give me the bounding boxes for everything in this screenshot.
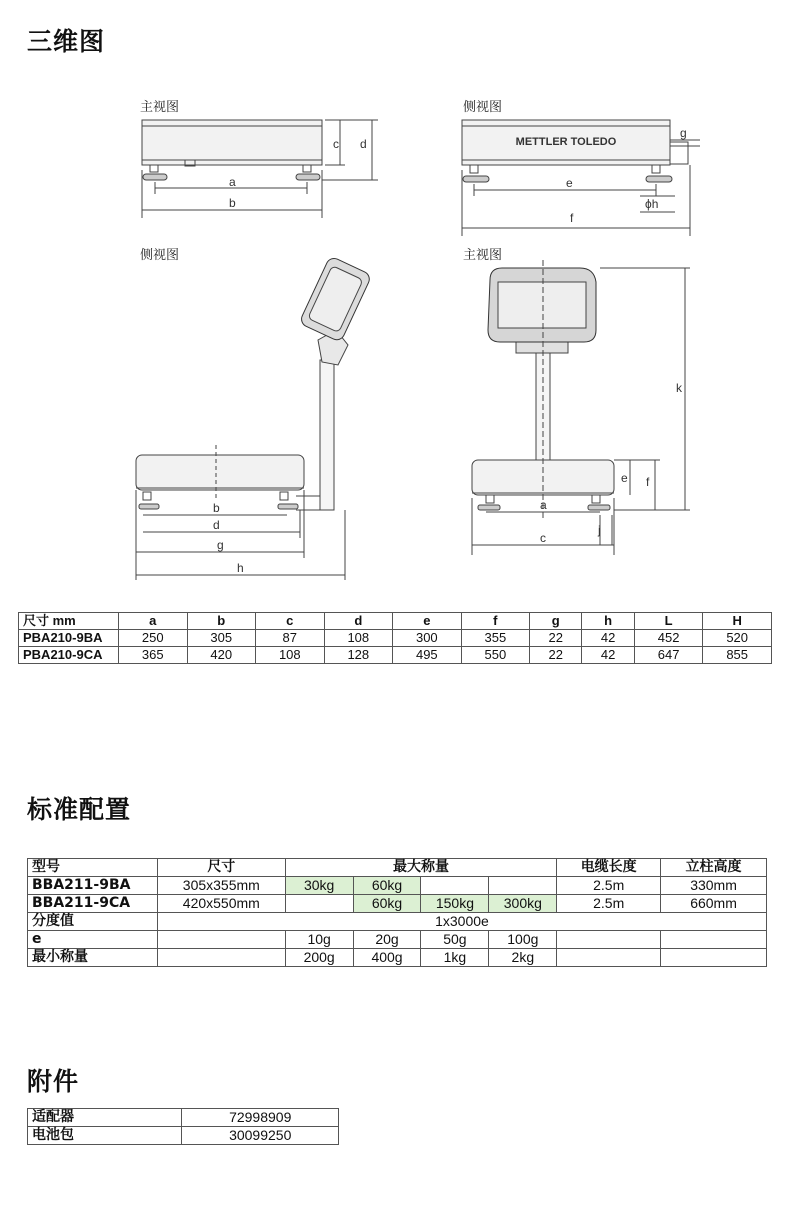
brand-label: METTLER TOLEDO <box>515 136 617 148</box>
e-value: 50g <box>421 931 489 949</box>
table-row <box>28 913 767 931</box>
dim-cell: 108 <box>256 647 325 664</box>
column-height: 330mm <box>661 877 767 895</box>
dim-label-a: a <box>229 175 236 189</box>
dim-cell: 250 <box>119 630 188 647</box>
table-row <box>28 1109 339 1127</box>
caption-side-view-top: 侧视图 <box>463 100 503 115</box>
config-table <box>27 858 767 967</box>
capacity-cell <box>489 877 557 895</box>
header-max-capacity: 最大称量 <box>285 859 557 877</box>
dim-cell: 108 <box>324 630 393 647</box>
model-name: BBA211-9BA <box>28 877 158 895</box>
dim-cell: 550 <box>461 647 530 664</box>
front-view-bottom-drawing <box>472 260 690 555</box>
dim-cell: 495 <box>393 647 462 664</box>
dim-cell: 520 <box>703 630 772 647</box>
dim-cell: 355 <box>461 630 530 647</box>
e-label: e <box>28 931 158 949</box>
header-cable-length: 电缆长度 <box>557 859 661 877</box>
dim-label-b: b <box>229 196 236 210</box>
column-height: 660mm <box>661 895 767 913</box>
section-title-3d: 三维图 <box>27 27 106 56</box>
division-value: 1x3000e <box>157 913 766 931</box>
e-value: 10g <box>285 931 353 949</box>
empty-cell <box>157 949 285 967</box>
dim-label-b-lower: b <box>213 501 220 515</box>
dim-cell: 22 <box>530 630 582 647</box>
capacity-cell: 300kg <box>489 895 557 913</box>
accessory-name: 电池包 <box>28 1127 182 1145</box>
dim-cell: 420 <box>187 647 256 664</box>
dim-label-c-lower: c <box>540 531 546 545</box>
caption-side-view-bottom: 侧视图 <box>140 248 180 263</box>
dim-label-e: e <box>566 176 573 190</box>
dim-label-g-lower: g <box>217 538 224 552</box>
dim-cell: 305 <box>187 630 256 647</box>
dim-cell: 42 <box>582 630 634 647</box>
dim-label-d-lower: d <box>213 518 220 532</box>
dim-header: H <box>703 613 772 630</box>
dim-header: h <box>582 613 634 630</box>
accessory-code: 30099250 <box>182 1127 339 1145</box>
dim-header: g <box>530 613 582 630</box>
dim-label-h-lower: h <box>237 561 244 575</box>
dim-header: a <box>119 613 188 630</box>
capacity-cell: 150kg <box>421 895 489 913</box>
dim-cell: PBA210-9CA <box>19 647 119 664</box>
model-size: 305x355mm <box>157 877 285 895</box>
dim-label-j: j <box>598 523 601 537</box>
dim-header: L <box>634 613 703 630</box>
table-row <box>28 1127 339 1145</box>
dim-cell: 300 <box>393 630 462 647</box>
table-row <box>19 630 772 647</box>
header-model: 型号 <box>28 859 158 877</box>
dim-label-phi-h: ϕh <box>645 197 659 211</box>
cable-length: 2.5m <box>557 895 661 913</box>
technical-drawing <box>0 0 790 600</box>
dim-header: f <box>461 613 530 630</box>
dim-label-g: g <box>680 126 687 140</box>
table-row <box>19 647 772 664</box>
dim-header: c <box>256 613 325 630</box>
dim-label-e-lower: e <box>621 471 628 485</box>
empty-cell <box>661 931 767 949</box>
min-value: 2kg <box>489 949 557 967</box>
dim-cell: 22 <box>530 647 582 664</box>
empty-cell <box>557 949 661 967</box>
capacity-cell: 30kg <box>285 877 353 895</box>
dim-label-f: f <box>570 211 574 225</box>
front-view-top-drawing <box>142 120 378 218</box>
capacity-cell <box>285 895 353 913</box>
dim-cell: 128 <box>324 647 393 664</box>
dim-cell: 647 <box>634 647 703 664</box>
config-header-row <box>28 859 767 877</box>
dim-cell: PBA210-9BA <box>19 630 119 647</box>
min-value: 200g <box>285 949 353 967</box>
capacity-cell: 60kg <box>353 877 421 895</box>
dim-cell: 42 <box>582 647 634 664</box>
e-value: 100g <box>489 931 557 949</box>
model-name: BBA211-9CA <box>28 895 158 913</box>
dim-header: e <box>393 613 462 630</box>
empty-cell <box>557 931 661 949</box>
dim-label-c: c <box>333 137 339 151</box>
model-size: 420x550mm <box>157 895 285 913</box>
min-label: 最小称量 <box>28 949 158 967</box>
cable-length: 2.5m <box>557 877 661 895</box>
dim-header: 尺寸 mm <box>19 613 119 630</box>
dim-label-k: k <box>676 381 682 395</box>
min-value: 1kg <box>421 949 489 967</box>
section-title-accessories: 附件 <box>27 1067 80 1096</box>
accessories-table <box>27 1108 339 1145</box>
dim-header: b <box>187 613 256 630</box>
dim-label-f-lower: f <box>646 475 650 489</box>
side-view-bottom-drawing <box>136 256 372 580</box>
dim-cell: 365 <box>119 647 188 664</box>
header-column-height: 立柱高度 <box>661 859 767 877</box>
empty-cell <box>157 931 285 949</box>
table-row <box>28 877 767 895</box>
accessory-name: 适配器 <box>28 1109 182 1127</box>
dim-cell: 855 <box>703 647 772 664</box>
capacity-cell <box>421 877 489 895</box>
dimension-table-header <box>19 613 772 630</box>
empty-cell <box>661 949 767 967</box>
section-title-standard-config: 标准配置 <box>27 795 132 824</box>
capacity-cell: 60kg <box>353 895 421 913</box>
min-value: 400g <box>353 949 421 967</box>
dim-cell: 87 <box>256 630 325 647</box>
dimension-table <box>18 612 772 664</box>
division-label: 分度值 <box>28 913 158 931</box>
dim-label-d: d <box>360 137 367 151</box>
table-row <box>28 895 767 913</box>
caption-front-view-bottom: 主视图 <box>463 248 503 263</box>
header-size: 尺寸 <box>157 859 285 877</box>
table-row <box>28 931 767 949</box>
dim-header: d <box>324 613 393 630</box>
table-row <box>28 949 767 967</box>
caption-front-view-top: 主视图 <box>140 100 180 115</box>
dim-cell: 452 <box>634 630 703 647</box>
accessory-code: 72998909 <box>182 1109 339 1127</box>
e-value: 20g <box>353 931 421 949</box>
dim-label-a-lower: a <box>540 498 547 512</box>
